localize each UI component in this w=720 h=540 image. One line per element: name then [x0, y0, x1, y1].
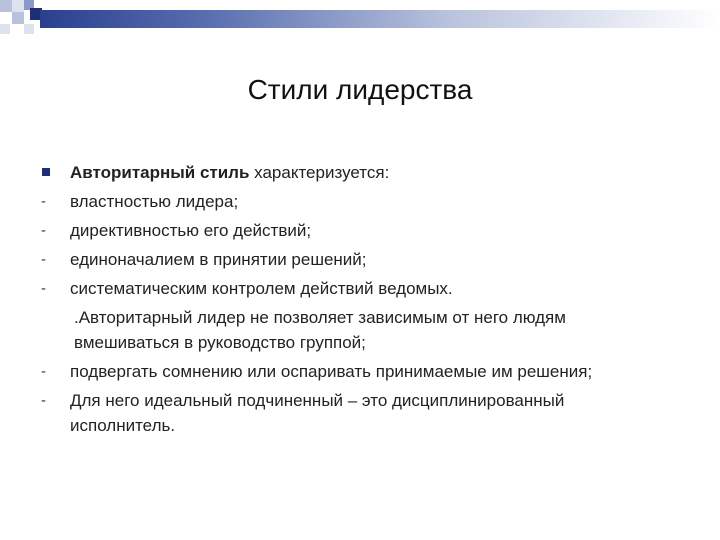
list-item [40, 218, 670, 243]
dash-bullet-icon: - [41, 222, 46, 239]
list-item [40, 276, 670, 301]
decor-square [0, 24, 10, 34]
list-item-text: директивностью его действий; [70, 221, 312, 240]
dash-bullet-icon: - [41, 280, 46, 297]
list-item-text: систематическим контролем действий ведомых. [70, 279, 453, 298]
list-item-text: подвергать сомнению или оспаривать принимаемые им решения; [70, 362, 593, 381]
dash-bullet-icon: - [41, 392, 46, 409]
list-item-text: Для него идеальный подчиненный – это дисциплинированный исполнитель. [70, 391, 565, 435]
dash-bullet-icon: - [41, 363, 46, 380]
slide-content [40, 160, 670, 442]
dash-bullet-icon: - [41, 251, 46, 268]
header-gradient-bar [40, 10, 720, 28]
decor-square [0, 0, 12, 12]
list-item [40, 388, 670, 438]
list-item-text: единоначалием в принятии решений; [70, 250, 367, 269]
list-item [40, 189, 670, 214]
intro-rest: характеризуется: [249, 163, 390, 182]
intro-line [40, 160, 670, 185]
body-paragraph: .Авторитарный лидер не позволяет зависимым от него людям вмешиваться в руководство группой; [74, 308, 566, 352]
decor-square [12, 12, 24, 24]
list-item-text: властностью лидера; [70, 192, 239, 211]
list-item [40, 359, 670, 384]
dash-bullet-icon: - [41, 193, 46, 210]
intro-bold: Авторитарный стиль [70, 163, 250, 182]
list-item [40, 247, 670, 272]
decor-square [24, 24, 34, 34]
slide-title: Стили лидерства [247, 74, 473, 105]
decor-square [12, 0, 24, 12]
